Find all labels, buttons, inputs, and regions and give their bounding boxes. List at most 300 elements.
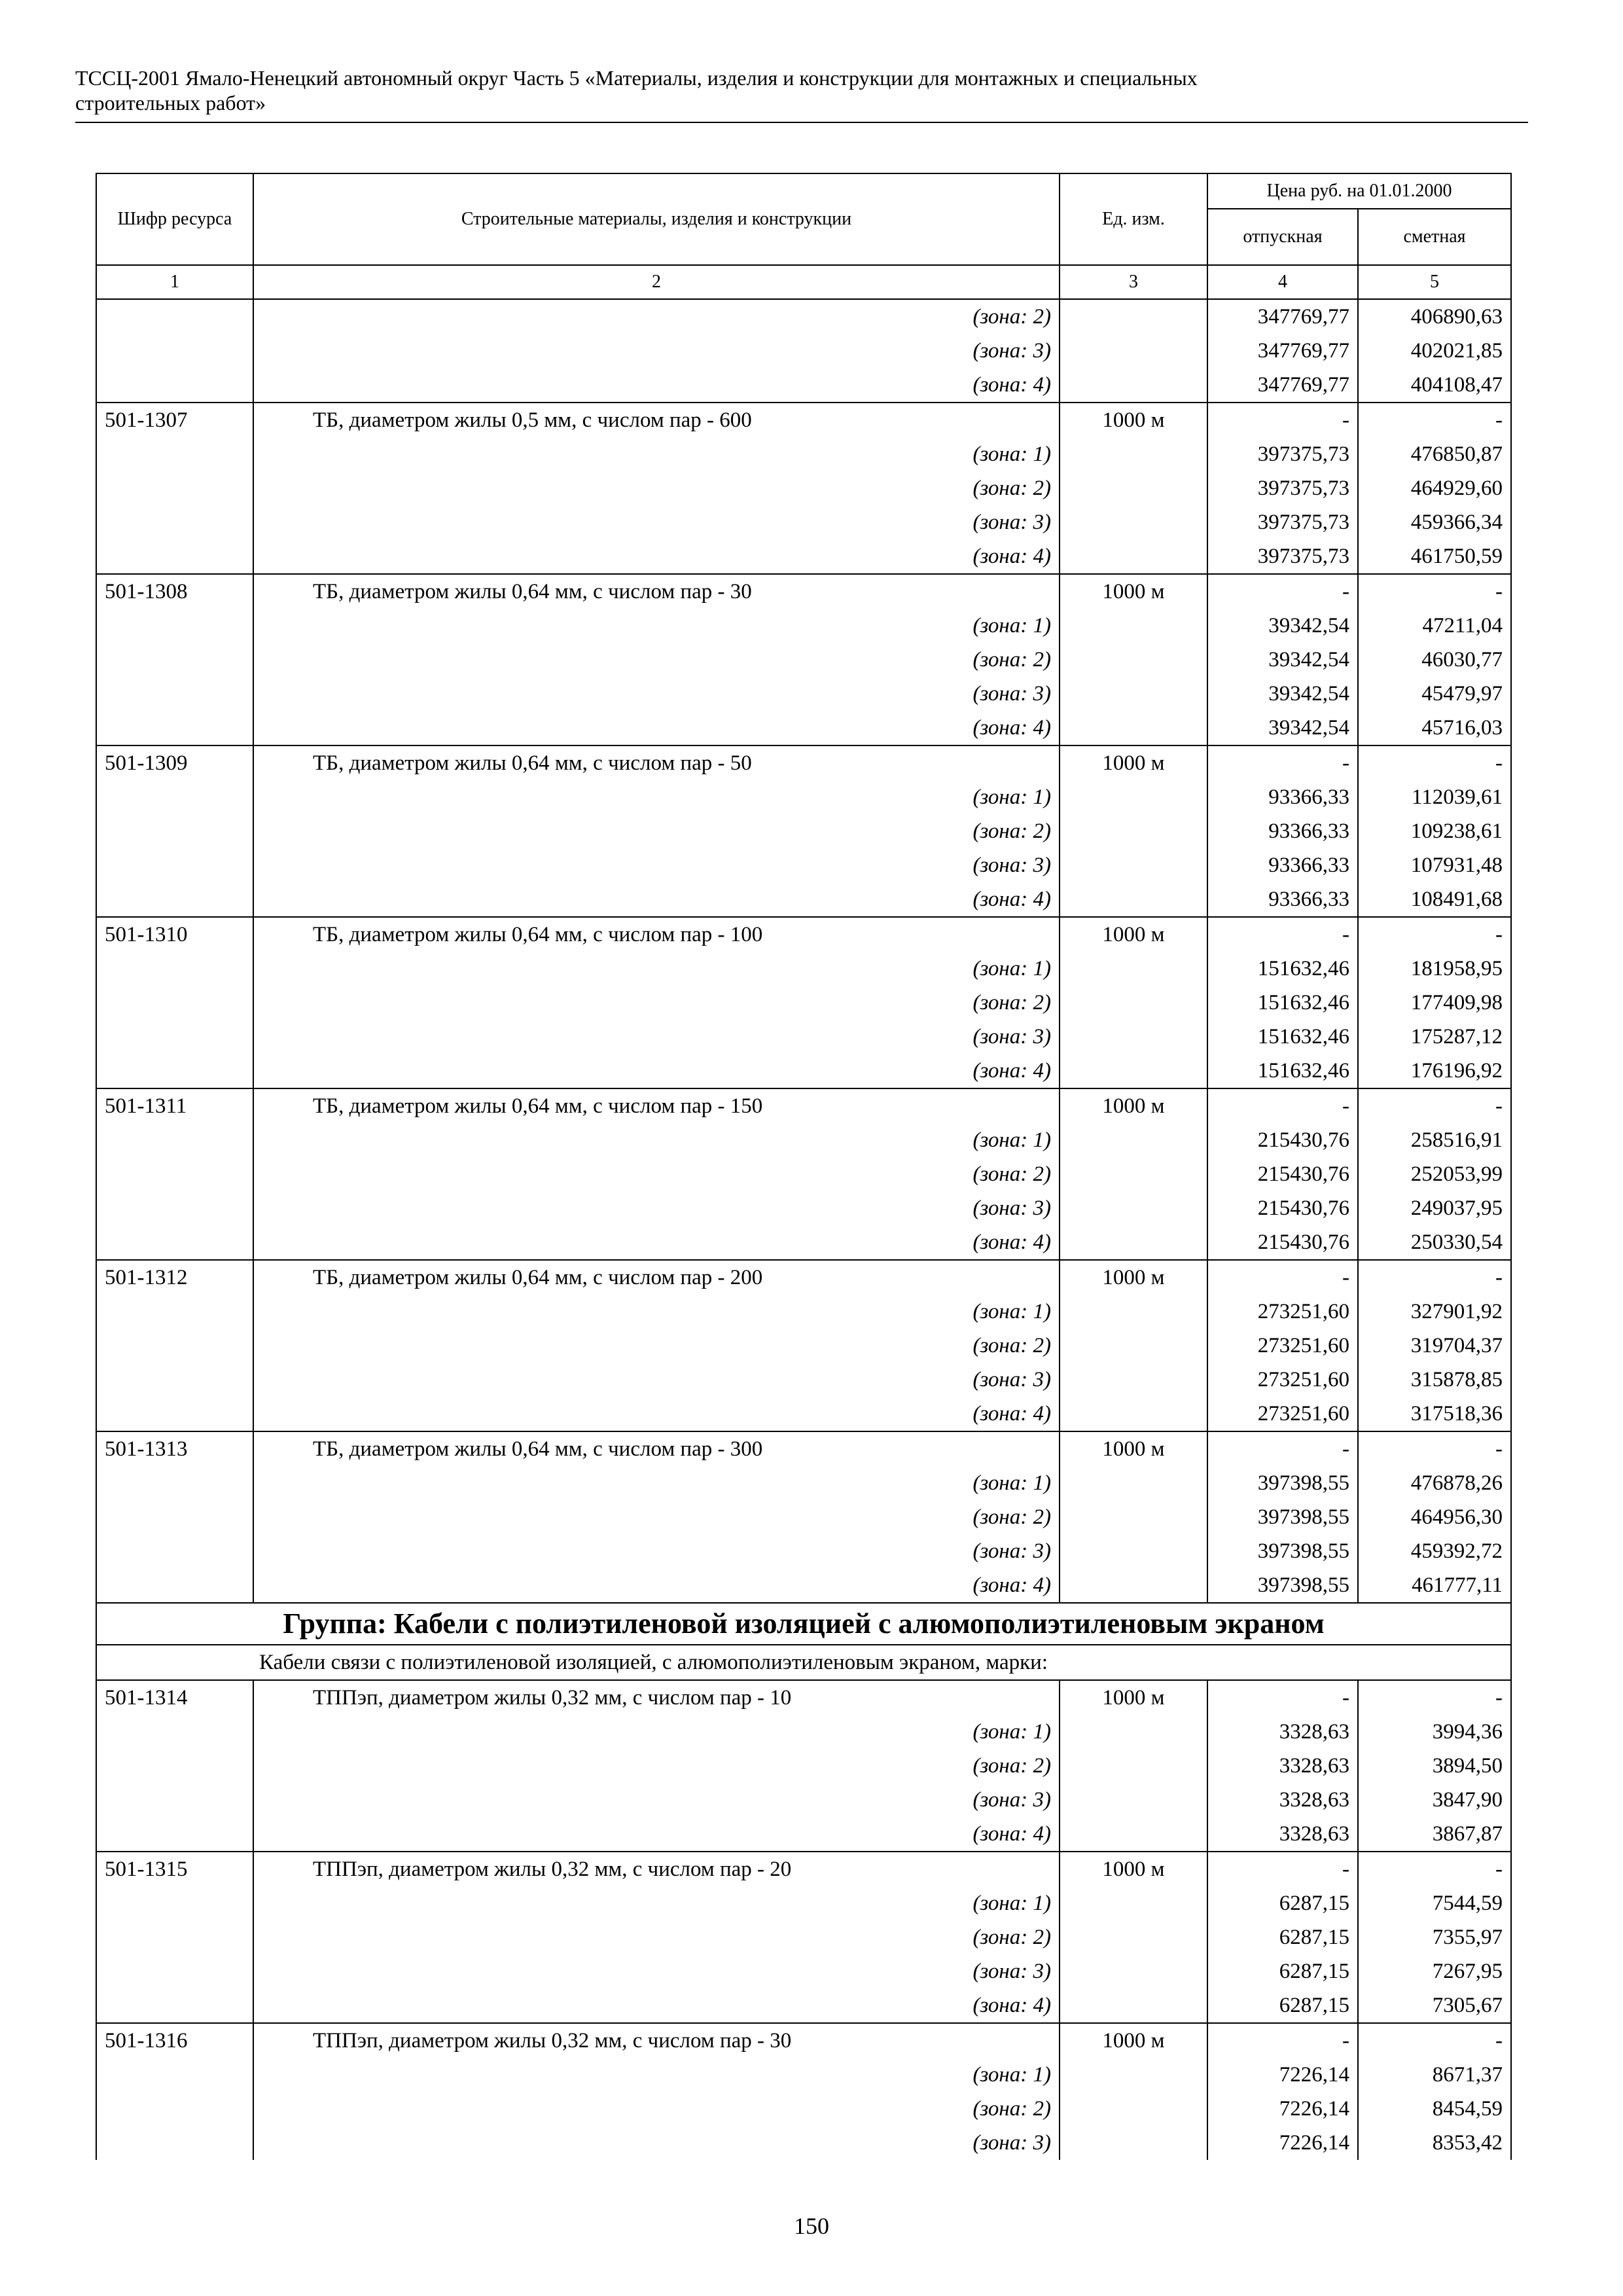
zone-row [96,848,1511,882]
zone-label: (зона: 4) [253,1225,1060,1260]
zone-label: (зона: 4) [253,368,1060,403]
zone-label: (зона: 3) [253,505,1060,539]
release-price: 6287,15 [1207,1920,1358,1954]
resource-code: 501-1309 [96,745,253,780]
zone-label: (зона: 4) [253,1817,1060,1852]
release-price: 215430,76 [1207,1191,1358,1225]
release-price: 347769,77 [1207,334,1358,368]
estimate-price: 459366,34 [1358,505,1511,539]
unit-empty [1060,1568,1207,1603]
table-row [96,574,1511,609]
zone-row [96,1886,1511,1920]
zone-row [96,539,1511,574]
release-price: 151632,46 [1207,1020,1358,1054]
zone-row [96,711,1511,745]
resource-code-empty [96,952,253,986]
unit-empty [1060,1988,1207,2023]
zone-row [96,1988,1511,2023]
resource-code-empty [96,1157,253,1191]
table-row [96,745,1511,780]
resource-code-empty [96,368,253,403]
material-name: ТППэп, диаметром жилы 0,32 мм, с числом пар - 10 [253,1680,1060,1715]
unit-empty [1060,1749,1207,1783]
zone-label: (зона: 2) [253,299,1060,334]
unit-empty [1060,1954,1207,1988]
zone-label: (зона: 1) [253,952,1060,986]
zone-label: (зона: 2) [253,643,1060,677]
material-name: ТБ, диаметром жилы 0,64 мм, с числом пар - 150 [253,1088,1060,1123]
release-price: 397375,73 [1207,471,1358,505]
zone-label: (зона: 2) [253,814,1060,848]
release-price: 215430,76 [1207,1225,1358,1260]
estimate-price: 315878,85 [1358,1363,1511,1397]
zone-row [96,952,1511,986]
release-price: 39342,54 [1207,643,1358,677]
estimate-price: 47211,04 [1358,609,1511,643]
resource-code-empty [96,1295,253,1329]
zone-label: (зона: 3) [253,1534,1060,1568]
resource-code-empty [96,2092,253,2126]
unit-empty [1060,1715,1207,1749]
release-price: - [1207,745,1358,780]
unit-empty [1060,986,1207,1020]
estimate-price: 3867,87 [1358,1817,1511,1852]
material-name: ТППэп, диаметром жилы 0,32 мм, с числом пар - 20 [253,1852,1060,1886]
release-price: 3328,63 [1207,1817,1358,1852]
zone-row [96,1568,1511,1603]
estimate-price: 476878,26 [1358,1466,1511,1500]
col-number-1: 1 [96,265,253,299]
resource-code-empty [96,1225,253,1260]
estimate-price: 317518,36 [1358,1397,1511,1431]
unit-empty [1060,848,1207,882]
estimate-price: 7544,59 [1358,1886,1511,1920]
unit-empty [1060,505,1207,539]
table-row [96,403,1511,437]
col-price-group-header: Цена руб. на 01.01.2000 [1207,173,1511,209]
unit-empty [1060,2126,1207,2160]
table-row [96,1260,1511,1295]
resource-code-empty [96,1886,253,1920]
resource-code: 501-1307 [96,403,253,437]
zone-label: (зона: 1) [253,609,1060,643]
zone-row [96,299,1511,334]
release-price: 6287,15 [1207,1954,1358,1988]
unit-of-measure: 1000 м [1060,1852,1207,1886]
release-price: 347769,77 [1207,368,1358,403]
unit-empty [1060,1817,1207,1852]
material-name: ТБ, диаметром жилы 0,64 мм, с числом пар - 30 [253,574,1060,609]
zone-row [96,2126,1511,2160]
unit-empty [1060,539,1207,574]
zone-label: (зона: 3) [253,2126,1060,2160]
col-release-header: отпускная [1207,209,1358,265]
col-number-3: 3 [1060,265,1207,299]
col-estimate-header: сметная [1358,209,1511,265]
release-price: 39342,54 [1207,609,1358,643]
estimate-price: 319704,37 [1358,1329,1511,1363]
table-header [96,173,1511,299]
estimate-price: 175287,12 [1358,1020,1511,1054]
zone-label: (зона: 2) [253,1749,1060,1783]
material-name: ТБ, диаметром жилы 0,64 мм, с числом пар - 100 [253,917,1060,952]
zone-row [96,780,1511,814]
zone-label: (зона: 1) [253,437,1060,471]
zone-row [96,609,1511,643]
estimate-price: 46030,77 [1358,643,1511,677]
release-price: 7226,14 [1207,2126,1358,2160]
release-price: 39342,54 [1207,677,1358,711]
estimate-price: 252053,99 [1358,1157,1511,1191]
estimate-price: 108491,68 [1358,882,1511,917]
unit-empty [1060,643,1207,677]
resource-code-empty [96,1954,253,1988]
release-price: 215430,76 [1207,1157,1358,1191]
table-row [96,1680,1511,1715]
unit-empty [1060,1500,1207,1534]
zone-label: (зона: 4) [253,539,1060,574]
zone-row [96,2092,1511,2126]
resource-code-empty [96,437,253,471]
zone-label: (зона: 4) [253,711,1060,745]
release-price: 3328,63 [1207,1715,1358,1749]
zone-row [96,814,1511,848]
table-body [96,299,1511,2160]
zone-row [96,643,1511,677]
zone-label: (зона: 4) [253,1397,1060,1431]
unit-empty [1060,2092,1207,2126]
unit-empty [1060,2058,1207,2092]
estimate-price: 402021,85 [1358,334,1511,368]
zone-label: (зона: 4) [253,1988,1060,2023]
estimate-price: 8454,59 [1358,2092,1511,2126]
zone-label: (зона: 4) [253,1054,1060,1088]
col-number-2: 2 [253,265,1060,299]
zone-row [96,1329,1511,1363]
zone-row [96,1500,1511,1534]
resource-code: 501-1316 [96,2023,253,2058]
zone-label: (зона: 1) [253,1295,1060,1329]
estimate-price: 327901,92 [1358,1295,1511,1329]
resource-code: 501-1308 [96,574,253,609]
unit-empty [1060,1920,1207,1954]
release-price: 7226,14 [1207,2058,1358,2092]
unit-empty [1060,677,1207,711]
unit-of-measure: 1000 м [1060,1431,1207,1466]
resource-code-empty [96,1715,253,1749]
release-price: 273251,60 [1207,1363,1358,1397]
release-price: - [1207,1852,1358,1886]
estimate-price: 45716,03 [1358,711,1511,745]
release-price: 3328,63 [1207,1783,1358,1817]
release-price: 397375,73 [1207,539,1358,574]
estimate-price: 464956,30 [1358,1500,1511,1534]
zone-label: (зона: 3) [253,334,1060,368]
estimate-price: 8671,37 [1358,2058,1511,2092]
unit-empty [1060,1329,1207,1363]
resource-code-empty [96,334,253,368]
estimate-price: 107931,48 [1358,848,1511,882]
estimate-price: 459392,72 [1358,1534,1511,1568]
zone-row [96,1534,1511,1568]
unit-empty [1060,1363,1207,1397]
resource-code: 501-1311 [96,1088,253,1123]
header-line-2: строительных работ» [75,91,266,115]
zone-row [96,1817,1511,1852]
resource-code-empty [96,1500,253,1534]
release-price: 93366,33 [1207,848,1358,882]
table-row [96,1431,1511,1466]
zone-label: (зона: 3) [253,1020,1060,1054]
table-row [96,2023,1511,2058]
material-name: ТБ, диаметром жилы 0,5 мм, с числом пар - 600 [253,403,1060,437]
estimate-price: 249037,95 [1358,1191,1511,1225]
zone-row [96,1783,1511,1817]
zone-label: (зона: 3) [253,1363,1060,1397]
resource-code-empty [96,1363,253,1397]
unit-empty [1060,1225,1207,1260]
release-price: - [1207,1431,1358,1466]
resource-code-empty [96,848,253,882]
zone-row [96,1157,1511,1191]
zone-row [96,1397,1511,1431]
zone-label: (зона: 2) [253,471,1060,505]
unit-empty [1060,1886,1207,1920]
zone-label: (зона: 2) [253,986,1060,1020]
page-header [75,65,1528,115]
resource-code: 501-1312 [96,1260,253,1295]
release-price: - [1207,1088,1358,1123]
estimate-price: 464929,60 [1358,471,1511,505]
zone-row [96,1466,1511,1500]
zone-row [96,1191,1511,1225]
resource-code-empty [96,986,253,1020]
table-row [96,1852,1511,1886]
unit-empty [1060,1191,1207,1225]
zone-label: (зона: 3) [253,1783,1060,1817]
subgroup-heading-row [96,1645,1511,1680]
zone-row [96,882,1511,917]
zone-row [96,986,1511,1020]
zone-label: (зона: 1) [253,1715,1060,1749]
page-number: 150 [794,2213,829,2239]
unit-empty [1060,471,1207,505]
zone-row [96,437,1511,471]
zone-row [96,471,1511,505]
estimate-price: - [1358,403,1511,437]
zone-label: (зона: 1) [253,780,1060,814]
release-price: 151632,46 [1207,952,1358,986]
release-price: 347769,77 [1207,299,1358,334]
unit-empty [1060,1123,1207,1157]
price-table-container [96,173,1510,2160]
resource-code-empty [96,1783,253,1817]
zone-label: (зона: 2) [253,2092,1060,2126]
release-price: 151632,46 [1207,986,1358,1020]
zone-label: (зона: 3) [253,677,1060,711]
resource-code-empty [96,1568,253,1603]
release-price: 39342,54 [1207,711,1358,745]
zone-label: (зона: 4) [253,1568,1060,1603]
release-price: 93366,33 [1207,814,1358,848]
unit-of-measure: 1000 м [1060,2023,1207,2058]
estimate-price: 3847,90 [1358,1783,1511,1817]
release-price: 7226,14 [1207,2092,1358,2126]
unit-empty [1060,334,1207,368]
header-line-1: ТССЦ-2001 Ямало-Ненецкий автономный округ Часть 5 «Материалы, изделия и конструкции для монтажных и специальных [75,66,1198,90]
estimate-price: 181958,95 [1358,952,1511,986]
release-price: 397398,55 [1207,1466,1358,1500]
material-name: ТППэп, диаметром жилы 0,32 мм, с числом пар - 30 [253,2023,1060,2058]
col-code-header: Шифр ресурса [96,173,253,265]
zone-label: (зона: 2) [253,1920,1060,1954]
unit-empty [1060,1397,1207,1431]
resource-code-empty [96,299,253,334]
unit-empty [1060,1157,1207,1191]
unit-empty [1060,882,1207,917]
subgroup-heading: Кабели связи с полиэтиленовой изоляцией, с алюмополиэтиленовым экраном, марки: [96,1645,1511,1680]
resource-code-empty [96,1749,253,1783]
resource-code-empty [96,1817,253,1852]
zone-row [96,1295,1511,1329]
resource-code-empty [96,780,253,814]
resource-code-empty [96,1397,253,1431]
zone-row [96,1920,1511,1954]
estimate-price: - [1358,1680,1511,1715]
estimate-price: 8353,42 [1358,2126,1511,2160]
estimate-price: - [1358,1431,1511,1466]
resource-code-empty [96,1191,253,1225]
release-price: 215430,76 [1207,1123,1358,1157]
zone-row [96,334,1511,368]
unit-empty [1060,1466,1207,1500]
release-price: 397398,55 [1207,1500,1358,1534]
estimate-price: 3994,36 [1358,1715,1511,1749]
release-price: - [1207,403,1358,437]
release-price: 93366,33 [1207,780,1358,814]
estimate-price: 258516,91 [1358,1123,1511,1157]
zone-row [96,2058,1511,2092]
zone-row [96,1020,1511,1054]
col-unit-header: Ед. изм. [1060,173,1207,265]
zone-label: (зона: 2) [253,1157,1060,1191]
resource-code-empty [96,1020,253,1054]
col-number-4: 4 [1207,265,1358,299]
resource-code-empty [96,882,253,917]
unit-empty [1060,609,1207,643]
estimate-price: - [1358,2023,1511,2058]
zone-row [96,1954,1511,1988]
estimate-price: 461750,59 [1358,539,1511,574]
zone-label: (зона: 1) [253,1466,1060,1500]
zone-label: (зона: 3) [253,1191,1060,1225]
estimate-price: 7267,95 [1358,1954,1511,1988]
estimate-price: 406890,63 [1358,299,1511,334]
estimate-price: - [1358,1088,1511,1123]
estimate-price: - [1358,574,1511,609]
unit-empty [1060,299,1207,334]
unit-empty [1060,711,1207,745]
resource-code-empty [96,711,253,745]
group-heading: Группа: Кабели с полиэтиленовой изоляцией с алюмополиэтиленовым экраном [96,1603,1511,1645]
release-price: 273251,60 [1207,1397,1358,1431]
release-price: 397398,55 [1207,1534,1358,1568]
estimate-price: 176196,92 [1358,1054,1511,1088]
resource-code-empty [96,471,253,505]
release-price: 93366,33 [1207,882,1358,917]
release-price: - [1207,917,1358,952]
estimate-price: 461777,11 [1358,1568,1511,1603]
resource-code-empty [96,505,253,539]
release-price: - [1207,1680,1358,1715]
unit-of-measure: 1000 м [1060,917,1207,952]
zone-row [96,1363,1511,1397]
estimate-price: 3894,50 [1358,1749,1511,1783]
estimate-price: 109238,61 [1358,814,1511,848]
resource-code-empty [96,643,253,677]
unit-empty [1060,1020,1207,1054]
resource-code: 501-1310 [96,917,253,952]
resource-code-empty [96,1123,253,1157]
resource-code-empty [96,1054,253,1088]
estimate-price: 45479,97 [1358,677,1511,711]
zone-label: (зона: 3) [253,1954,1060,1988]
unit-empty [1060,1295,1207,1329]
unit-empty [1060,952,1207,986]
resource-code: 501-1315 [96,1852,253,1886]
unit-empty [1060,1534,1207,1568]
unit-of-measure: 1000 м [1060,745,1207,780]
release-price: 151632,46 [1207,1054,1358,1088]
estimate-price: - [1358,745,1511,780]
unit-of-measure: 1000 м [1060,1260,1207,1295]
zone-row [96,1715,1511,1749]
estimate-price: - [1358,1852,1511,1886]
release-price: - [1207,574,1358,609]
unit-empty [1060,780,1207,814]
unit-empty [1060,368,1207,403]
resource-code: 501-1314 [96,1680,253,1715]
resource-code-empty [96,1920,253,1954]
unit-of-measure: 1000 м [1060,1680,1207,1715]
release-price: 273251,60 [1207,1295,1358,1329]
unit-empty [1060,437,1207,471]
estimate-price: 476850,87 [1358,437,1511,471]
resource-code: 501-1313 [96,1431,253,1466]
unit-empty [1060,1054,1207,1088]
estimate-price: - [1358,1260,1511,1295]
zone-row [96,1749,1511,1783]
col-number-5: 5 [1358,265,1511,299]
resource-code-empty [96,1988,253,2023]
estimate-price: 250330,54 [1358,1225,1511,1260]
price-table [96,173,1512,2160]
unit-of-measure: 1000 м [1060,574,1207,609]
header-rule [75,122,1528,123]
resource-code-empty [96,814,253,848]
unit-of-measure: 1000 м [1060,403,1207,437]
zone-label: (зона: 1) [253,2058,1060,2092]
resource-code-empty [96,609,253,643]
zone-row [96,677,1511,711]
zone-row [96,1054,1511,1088]
unit-empty [1060,814,1207,848]
material-name: ТБ, диаметром жилы 0,64 мм, с числом пар - 50 [253,745,1060,780]
estimate-price: 177409,98 [1358,986,1511,1020]
release-price: 6287,15 [1207,1988,1358,2023]
group-heading-row [96,1603,1511,1645]
resource-code-empty [96,1329,253,1363]
